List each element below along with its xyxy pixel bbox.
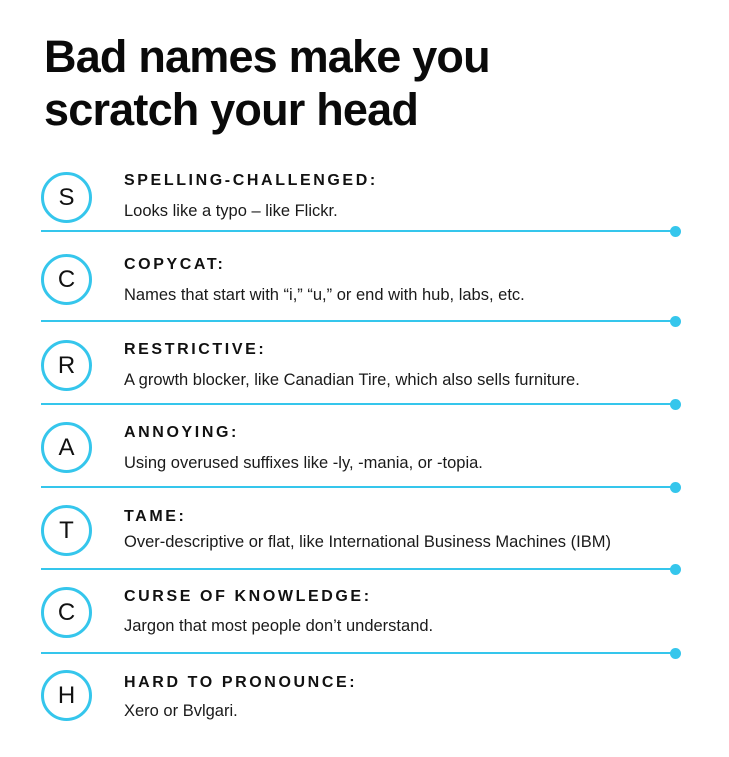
letter-badge: H (57, 681, 76, 709)
letter-badge: C (57, 598, 76, 626)
divider-line (41, 320, 674, 322)
item-heading: TAME: (124, 508, 187, 525)
letter-circle (41, 254, 92, 305)
item-heading: ANNOYING: (124, 424, 239, 441)
divider-line (41, 652, 674, 654)
divider-end-dot (670, 226, 681, 237)
item-heading: COPYCAT: (124, 256, 226, 273)
item-heading: HARD TO PRONOUNCE: (124, 674, 358, 691)
item-description: Xero or Bvlgari. (124, 702, 238, 720)
item-heading: SPELLING-CHALLENGED: (124, 172, 378, 189)
title-line-1: Bad names make you (44, 31, 490, 82)
divider-line (41, 568, 674, 570)
letter-circle (41, 587, 92, 638)
letter-circle (41, 505, 92, 556)
divider-end-dot (670, 399, 681, 410)
title-line-2: scratch your head (44, 84, 419, 135)
letter-circle (41, 172, 92, 223)
item-heading: RESTRICTIVE: (124, 341, 267, 358)
letter-badge: T (59, 516, 74, 544)
item-description: Looks like a typo – like Flickr. (124, 202, 338, 220)
divider-line (41, 486, 674, 488)
letter-badge: S (58, 183, 75, 211)
divider-line (41, 230, 674, 232)
item-description: Over-descriptive or flat, like International Business Machines (IBM) (124, 533, 611, 551)
divider-end-dot (670, 564, 681, 575)
letter-badge: R (57, 351, 76, 379)
item-description: A growth blocker, like Canadian Tire, which also sells furniture. (124, 371, 580, 389)
item-heading: CURSE OF KNOWLEDGE: (124, 588, 372, 605)
item-description: Jargon that most people don’t understand. (124, 617, 434, 635)
letter-badge: A (58, 433, 75, 461)
letter-circle (41, 340, 92, 391)
divider-line (41, 403, 674, 405)
item-description: Using overused suffixes like -ly, -mania, or -topia. (124, 454, 483, 472)
letter-circle (41, 670, 92, 721)
divider-end-dot (670, 482, 681, 493)
item-description: Names that start with “i,” “u,” or end with hub, labs, etc. (124, 286, 525, 304)
divider-end-dot (670, 316, 681, 327)
letter-badge: C (57, 265, 76, 293)
letter-circle (41, 422, 92, 473)
divider-end-dot (670, 648, 681, 659)
